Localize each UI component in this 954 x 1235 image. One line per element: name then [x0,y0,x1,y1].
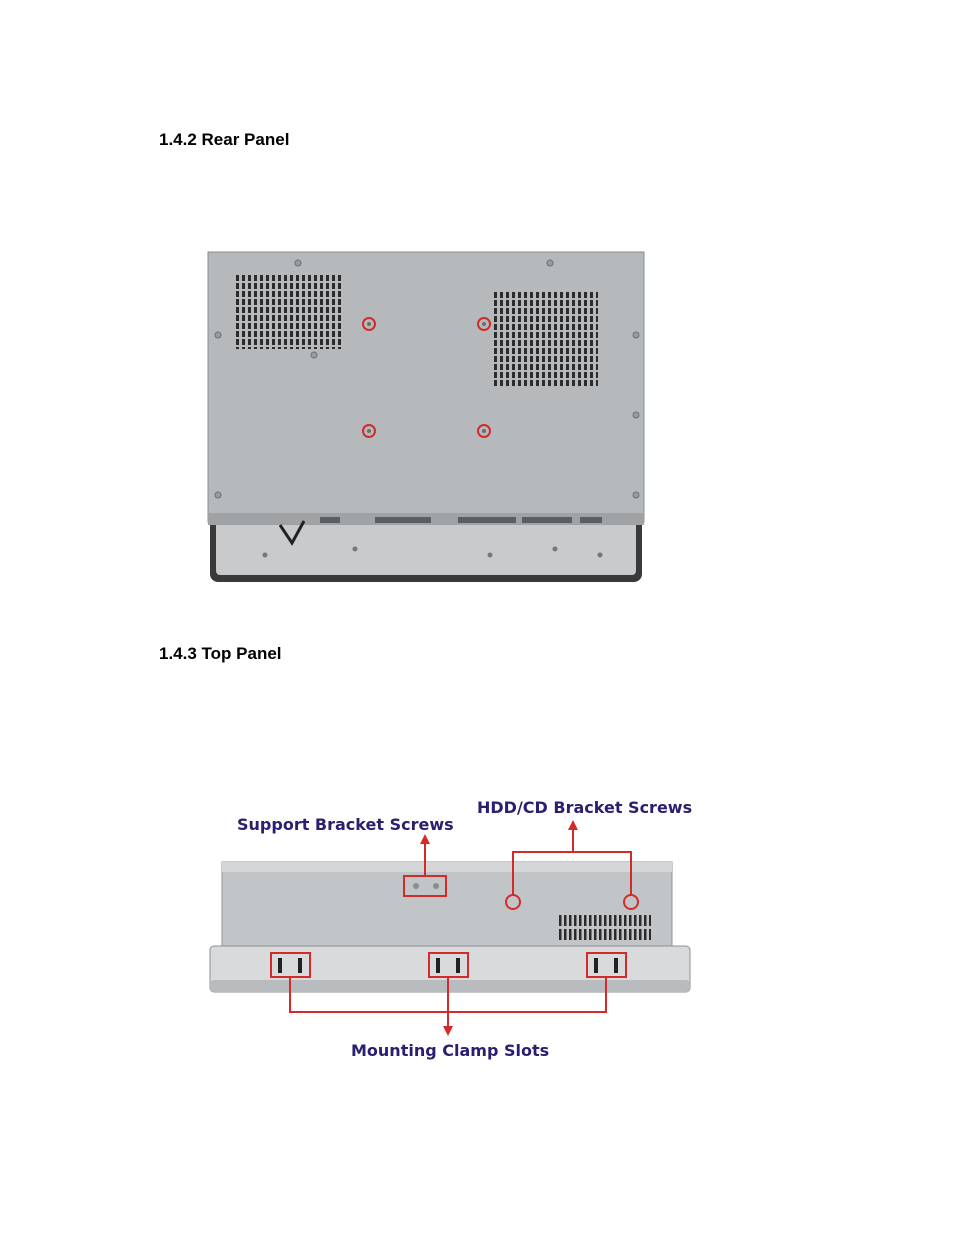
left-vent [236,275,344,349]
label-mounting-clamp-slots: Mounting Clamp Slots [351,1041,550,1060]
section-heading-rear-panel: 1.4.2 Rear Panel [159,130,290,149]
rear-panel-image [200,245,645,585]
section-heading-top-panel: 1.4.3 Top Panel [159,644,282,663]
top-panel-image [200,790,700,1070]
label-support-bracket-screws: Support Bracket Screws [237,815,454,834]
label-hdd-cd-bracket-screws: HDD/CD Bracket Screws [477,798,693,817]
top-vent [559,915,651,941]
right-vent [494,292,598,388]
